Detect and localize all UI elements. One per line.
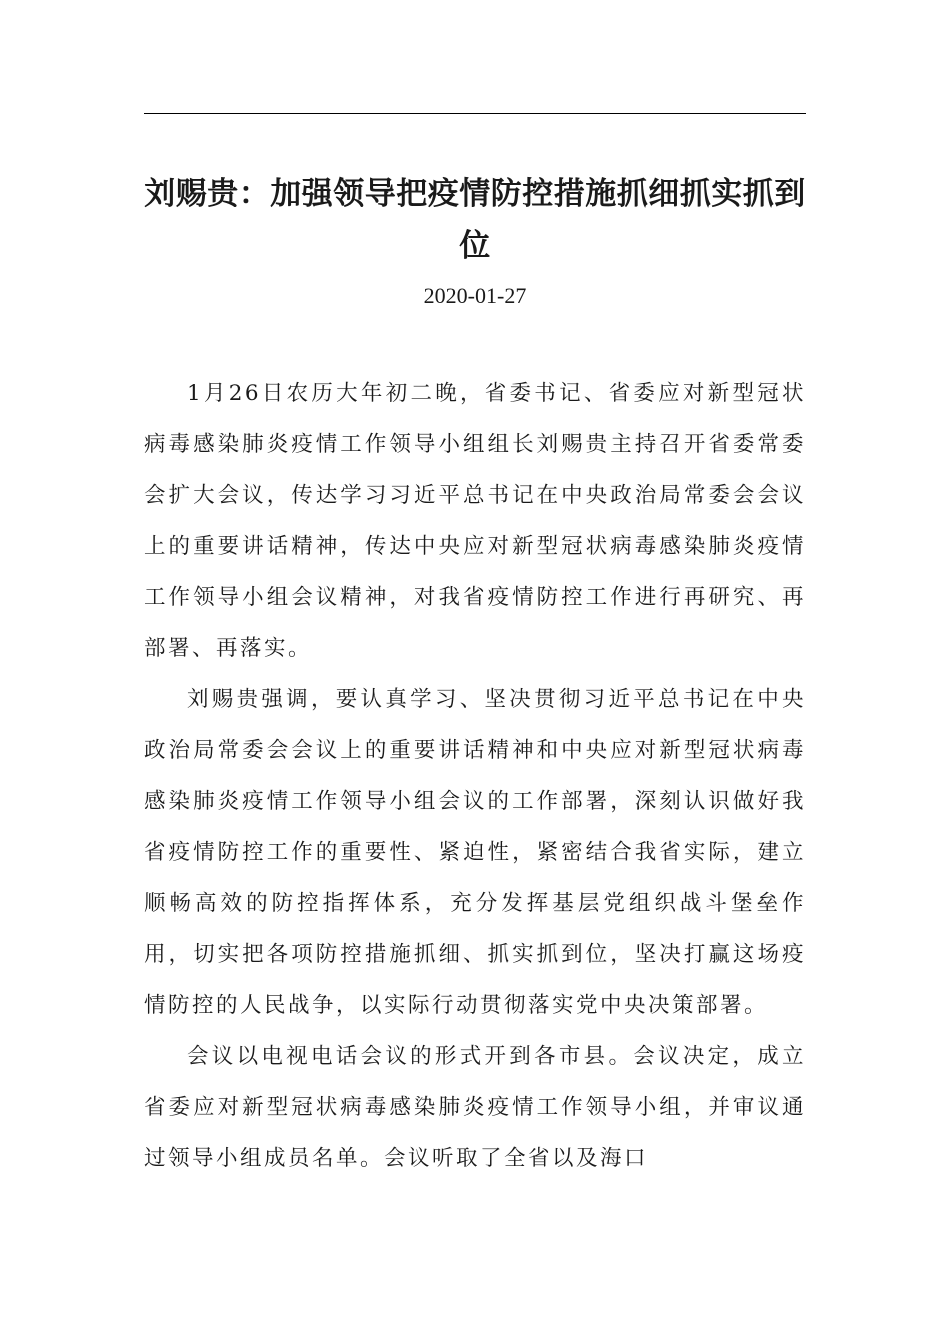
article-date: 2020-01-27 (423, 283, 527, 308)
paragraph-3: 会议以电视电话会议的形式开到各市县。会议决定，成立省委应对新型冠状病毒感染肺炎疫情工作领导小组，并审议通过领导小组成员名单。会议听取了全省以及海口 (144, 1044, 806, 1171)
article-body (144, 368, 806, 1228)
paragraph-1: 1月26日农历大年初二晚，省委书记、省委应对新型冠状病毒感染肺炎疫情工作领导小组组长刘赐贵主持召开省委常委会扩大会议，传达学习习近平总书记在中央政治局常委会会议上的重要讲话精神，传达中央应对新型冠状病毒感染肺炎疫情工作领导小组会议精神，对我省疫情防控工作进行再研究、再部署、再落实。 (144, 381, 806, 661)
header-rule (144, 113, 806, 114)
article-title: 刘赐贵：加强领导把疫情防控措施抓细抓实抓到位 (144, 176, 806, 264)
paragraph-2: 刘赐贵强调，要认真学习、坚决贯彻习近平总书记在中央政治局常委会会议上的重要讲话精神和中央应对新型冠状病毒感染肺炎疫情工作领导小组会议的工作部署，深刻认识做好我省疫情防控工作的重要性、紧迫性，紧密结合我省实际，建立顺畅高效的防控指挥体系，充分发挥基层党组织战斗堡垒作用，切实把各项防控措施抓细、抓实抓到位，坚决打赢这场疫情防控的人民战争，以实际行动贯彻落实党中央决策部署。 (144, 687, 806, 1018)
